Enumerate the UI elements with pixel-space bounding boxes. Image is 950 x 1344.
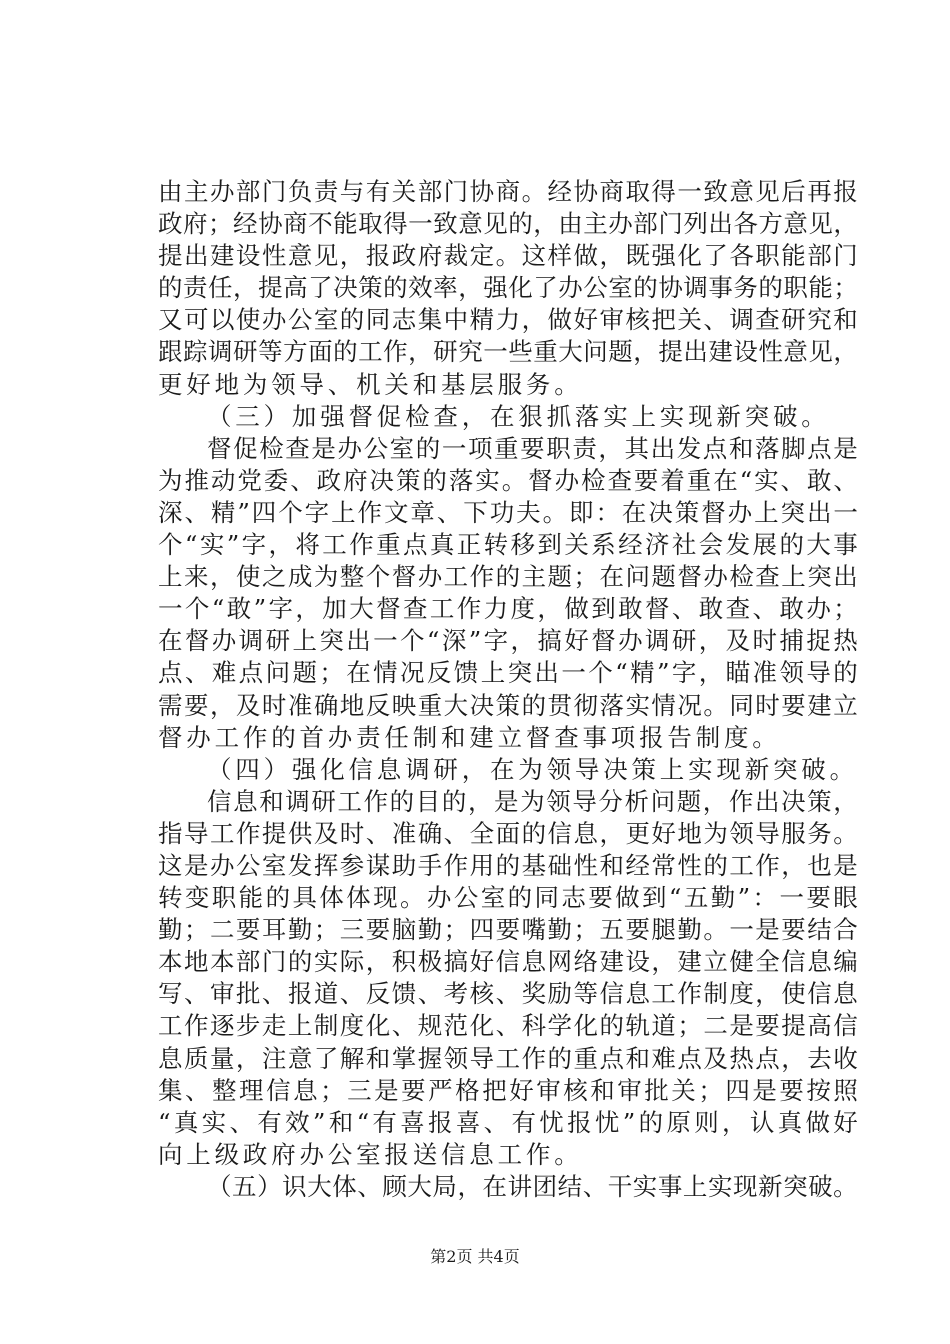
text-line: 向上级政府办公室报送信息工作。 [158,1139,583,1169]
body-text [158,176,858,1203]
text-line: 这 是 办 公 室 发 挥 参 谋 助 手 作 用 的 基 础 性 和 经 常 性 的 工 作 ， 也 是 [158,850,858,880]
text-line: 需 要 ， 及 时 准 确 地 反 映 重 大 决 策 的 贯 彻 落 实 情 况 。 同 时 要 建 立 [158,690,858,720]
text-line: 在 督 办 调 研 上 突 出 一 个 “ 深 ” 字 ， 搞 好 督 办 调 研 ， 及 时 捕 捉 热 [158,626,858,656]
text-line: （三）加强督促检查，在狠抓落实上实现新突破。 [207,401,830,431]
text-line: “ 真 实 、 有 效 ” 和 “ 有 喜 报 喜 、 有 忧 报 忧 ” 的 原 则 ， 认 真 做 好 [158,1107,858,1137]
text-line: 又 可 以 使 办 公 室 的 同 志 集 中 精 力 ， 做 好 审 核 把 关 、 调 查 研 究 和 [158,305,858,335]
text-line: 督 促 检 查 是 办 公 室 的 一 项 重 要 职 责 ， 其 出 发 点 和 落 脚 点 是 [207,433,858,463]
text-line: 更好地为领导、机关和基层服务。 [158,369,583,399]
text-line: 写 、 审 批 、 报 道 、 反 馈 、 考 核 、 奖 励 等 信 息 工 作 制 度 ， 使 信 息 [158,979,858,1009]
text-line: 上 来 ， 使 之 成 为 整 个 督 办 工 作 的 主 题 ； 在 问 题 督 办 检 查 上 突 出 [158,562,858,592]
text-line: 的 责 任 ， 提 高 了 决 策 的 效 率 ， 强 化 了 办 公 室 的 协 调 事 务 的 职 能 ； [158,273,858,303]
text-line: 提 出 建 设 性 意 见 ， 报 政 府 裁 定 。 这 样 做 ， 既 强 化 了 各 职 能 部 门 [158,241,858,271]
text-line: 一 个 “ 敢 ” 字 ， 加 大 督 查 工 作 力 度 ， 做 到 敢 督 、 敢 查 、 敢 办 ； [158,594,858,624]
text-line: 转 变 职 能 的 具 体 体 现 。 办 公 室 的 同 志 要 做 到 “ 五 勤 ” ： 一 要 眼 [158,883,858,913]
text-line: 为 推 动 党 委 、 政 府 决 策 的 落 实 。 督 办 检 查 要 着 重 在 “ 实 、 敢 、 [158,465,858,495]
text-line: 工 作 逐 步 走 上 制 度 化 、 规 范 化 、 科 学 化 的 轨 道 ； 二 是 要 提 高 信 [158,1011,858,1041]
text-line: （ 五 ） 识 大 体 、 顾 大 局 ， 在 讲 团 结 、 干 实 事 上 实 现 新 突 破 。 [207,1171,858,1201]
text-line: 跟 踪 调 研 等 方 面 的 工 作 ， 研 究 一 些 重 大 问 题 ， 提 出 建 设 性 意 见 ， [158,337,858,367]
text-line: 点 、 难 点 问 题 ； 在 情 况 反 馈 上 突 出 一 个 “ 精 ” 字 ， 瞄 准 领 导 的 [158,658,858,688]
text-line: （四）强化信息调研，在为领导决策上实现新突破。 [207,754,858,784]
text-line: 本 地 本 部 门 的 实 际 ， 积 极 搞 好 信 息 网 络 建 设 ， 建 立 健 全 信 息 编 [158,947,858,977]
text-line: 指 导 工 作 提 供 及 时 、 准 确 、 全 面 的 信 息 ， 更 好 地 为 领 导 服 务 。 [158,818,858,848]
text-line: 深 、 精 ” 四 个 字 上 作 文 章 、 下 功 夫 。 即 ： 在 决 策 督 办 上 突 出 一 [158,497,858,527]
text-line: 信 息 和 调 研 工 作 的 目 的 ， 是 为 领 导 分 析 问 题 ， 作 出 决 策 ， [207,786,858,816]
text-line: 息 质 量 ， 注 意 了 解 和 掌 握 领 导 工 作 的 重 点 和 难 点 及 热 点 ， 去 收 [158,1043,858,1073]
text-line: 督办工作的首办责任制和建立督查事项报告制度。 [158,722,781,752]
text-line: 勤 ； 二 要 耳 勤 ； 三 要 脑 勤 ； 四 要 嘴 勤 ； 五 要 腿 勤 。 一 是 要 结 合 [158,915,858,945]
page-footer: 第2页 共4页 [430,1247,520,1266]
text-line: 政 府 ； 经 协 商 不 能 取 得 一 致 意 见 的 ， 由 主 办 部 门 列 出 各 方 意 见 ， [158,209,858,239]
text-line: 个 “ 实 ” 字 ， 将 工 作 重 点 真 正 转 移 到 关 系 经 济 社 会 发 展 的 大 事 [158,530,858,560]
text-line: 由 主 办 部 门 负 责 与 有 关 部 门 协 商 。 经 协 商 取 得 一 致 意 见 后 再 报 [158,177,858,206]
text-line: 集 、 整 理 信 息 ； 三 是 要 严 格 把 好 审 核 和 审 批 关 ； 四 是 要 按 照 [158,1075,858,1105]
